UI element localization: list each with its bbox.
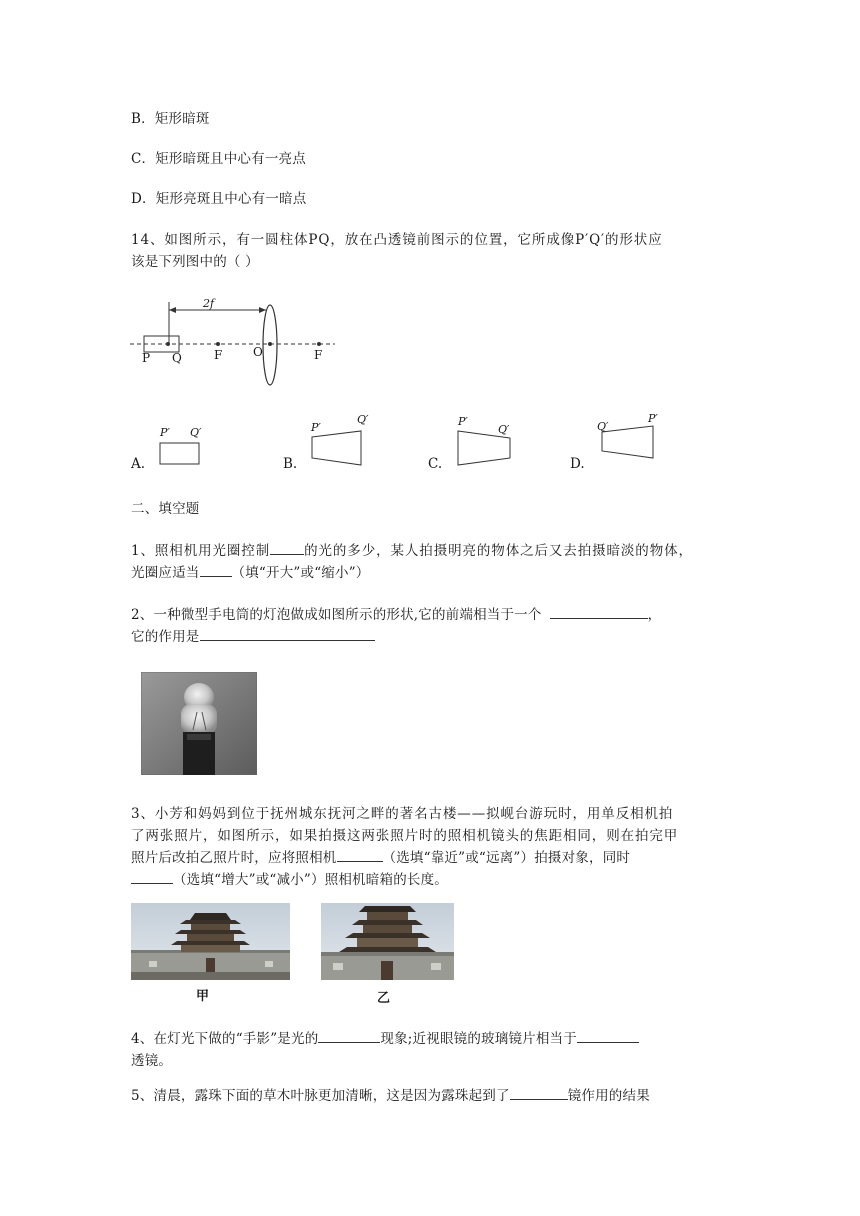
q4-blank-2[interactable] <box>577 1029 639 1043</box>
label-2f: 2f <box>203 297 215 310</box>
q1-blank-1[interactable] <box>270 541 304 555</box>
q3-blank-1[interactable] <box>337 848 383 862</box>
q14-line2: 该是下列图中的（ ） <box>131 254 259 270</box>
q4-line2: 透镜。 <box>131 1053 173 1069</box>
choice-c-left-label: P′ <box>458 415 468 428</box>
q3-text-3a: 照片后改拍乙照片时，应将照相机 <box>131 850 337 866</box>
q1-text-1a: 1、照相机用光圈控制 <box>131 543 271 559</box>
choice-a-left-label: P′ <box>160 426 170 439</box>
q3-line3 <box>131 846 630 866</box>
label-f-left: F <box>214 348 223 362</box>
photo-label-jia: 甲 <box>196 989 210 1004</box>
q1-text-1b: 的光的多少，某人拍摄明亮的物体之后又去拍摄暗淡的物体， <box>304 543 693 559</box>
photo-label-yi: 乙 <box>377 991 391 1006</box>
choice-c-right-label: Q′ <box>498 423 510 436</box>
choice-c-letter: C. <box>428 456 443 472</box>
q2-blank-1[interactable] <box>550 605 648 619</box>
q2-text-2a: 它的作用是 <box>131 629 200 645</box>
q3-blank-2[interactable] <box>131 870 173 884</box>
choice-b-letter: B. <box>283 456 298 472</box>
choice-b-left-label: P′ <box>311 421 321 434</box>
q4-text-1b: 现象;近视眼镜的玻璃镜片相当于 <box>380 1031 577 1047</box>
choice-d-right-label: P′ <box>648 412 658 425</box>
q1-text-2b: （填“开大”或“缩小”） <box>231 565 370 581</box>
q2-text-1a: 2、一种微型手电筒的灯泡做成如图所示的形状,它的前端相当于一个 <box>131 607 542 623</box>
q4-line1 <box>131 1027 639 1047</box>
q1-blank-2[interactable] <box>200 563 232 577</box>
q2-line2 <box>131 625 375 645</box>
q5-blank-1[interactable] <box>510 1086 568 1100</box>
label-p: P <box>142 351 151 365</box>
q5-text-1a: 5、清晨，露珠下面的草木叶脉更加清晰，这是因为露珠起到了 <box>131 1088 510 1104</box>
choice-a-shape <box>155 436 205 468</box>
lens-diagram <box>125 292 345 392</box>
q1-line1 <box>131 539 693 559</box>
q3-line2: 了两张照片，如图所示，如果拍摄这两张照片时的照相机镜头的焦距相同，则在拍完甲 <box>131 828 679 844</box>
label-o: O <box>253 345 263 359</box>
option-c: C．矩形暗斑且中心有一亮点 <box>131 151 306 167</box>
q3-text-3b: （选填“靠近”或“远离”）拍摄对象，同时 <box>382 850 631 866</box>
section-title: 二、填空题 <box>131 501 200 517</box>
building-photo-jia <box>131 903 290 980</box>
q2-line1 <box>131 603 661 623</box>
label-f-right: F <box>314 348 323 362</box>
choice-d-letter: D. <box>570 456 585 472</box>
q3-line1: 3、小芳和妈妈到位于抚州城东抚河之畔的著名古楼——拟岘台游玩时，用单反相机拍 <box>131 806 674 822</box>
q3-line4 <box>131 868 448 888</box>
choice-a-right-label: Q′ <box>190 426 202 439</box>
choice-d-left-label: Q′ <box>597 420 609 433</box>
flashlight-bulb-photo <box>141 672 257 775</box>
q1-line2 <box>131 561 370 581</box>
option-b: B．矩形暗斑 <box>131 111 210 127</box>
q4-blank-1[interactable] <box>318 1029 380 1043</box>
choice-b-right-label: Q′ <box>357 413 369 426</box>
q14-line1: 14、如图所示，有一圆柱体PQ，放在凸透镜前图示的位置，它所成像P′Q′的形状应 <box>131 232 663 248</box>
q2-blank-2[interactable] <box>200 627 375 641</box>
q5-text-1b: 镜作用的结果 <box>567 1088 650 1104</box>
option-d: D．矩形亮斑且中心有一暗点 <box>131 191 307 207</box>
building-photo-yi <box>321 903 454 980</box>
q4-text-1a: 4、在灯光下做的“手影”是光的 <box>131 1031 319 1047</box>
choice-a-letter: A. <box>131 456 146 472</box>
q2-text-1b: ， <box>647 607 662 623</box>
label-q: Q <box>172 351 182 365</box>
q1-text-2a: 光圈应适当 <box>131 565 200 581</box>
q3-text-4b: （选填“增大”或“减小”）照相机暗箱的长度。 <box>173 872 449 888</box>
q5-line1 <box>131 1084 650 1104</box>
